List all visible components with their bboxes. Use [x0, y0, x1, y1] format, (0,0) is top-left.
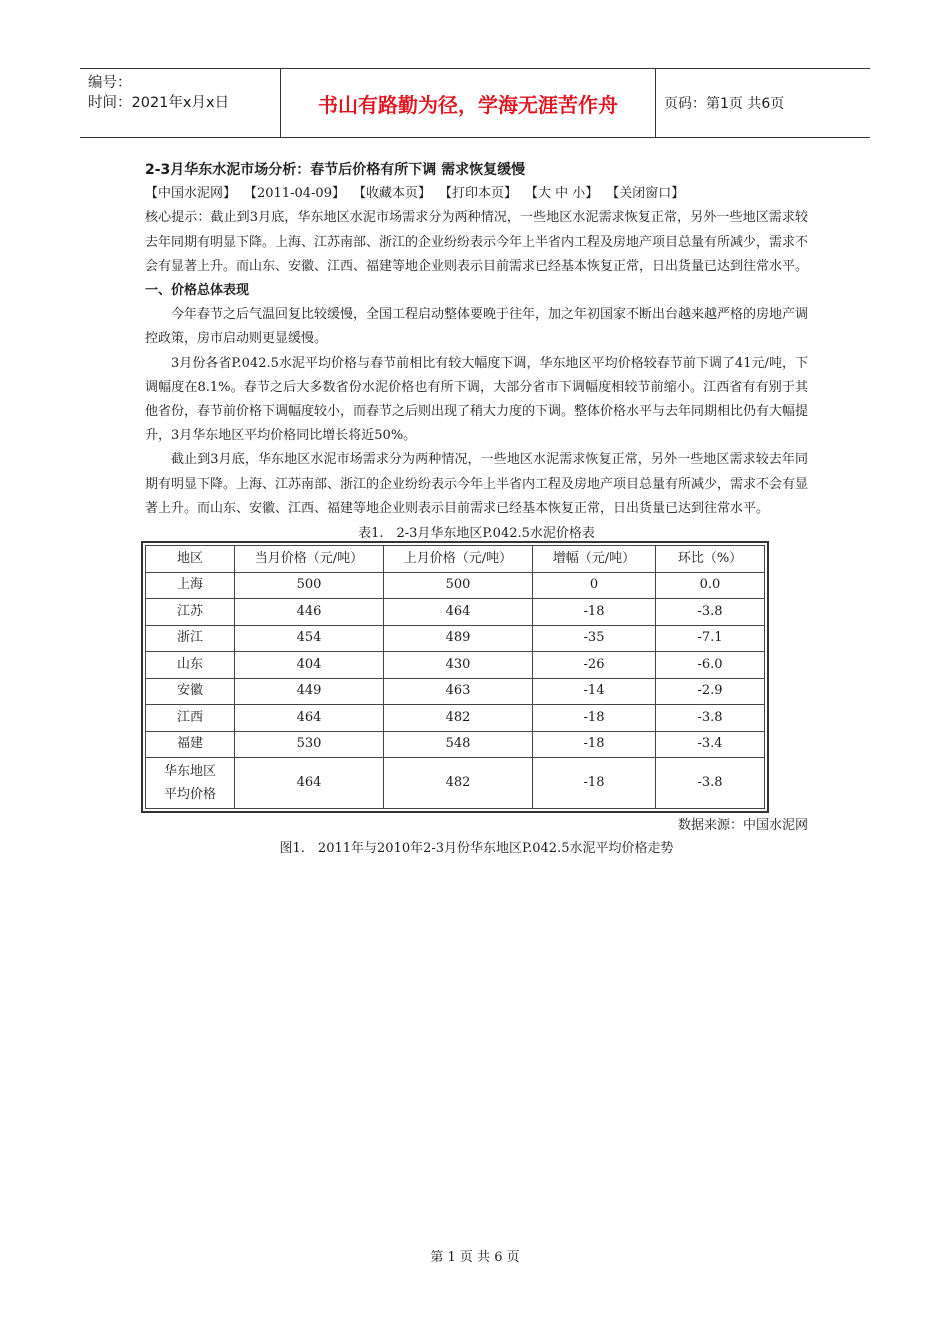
- paragraph-2: 3月份各省P.042.5水泥平均价格与春节前相比有较大幅度下调，华东地区平均价格较春节前下调了41元/吨，下调幅度在8.1%。春节之后大多数省份水泥价格也有所下调，大部分省市下调幅度相较节前缩小。江西省有有别于其他省份，春节前价格下调幅度较小，而春节之后则出现了稍大力度的下调。整体价格水平与去年同期相比仍有大幅提升，3月华东地区平均价格同比增长将近50%。: [145, 355, 809, 444]
- table-row: [146, 705, 765, 732]
- table-cell: -18: [533, 705, 656, 732]
- table-cell: 463: [384, 678, 533, 705]
- header-cell: 增幅（元/吨）: [533, 546, 656, 573]
- table-cell: 548: [384, 731, 533, 758]
- number-label: 编号：: [88, 75, 132, 91]
- table-cell: 500: [235, 572, 384, 599]
- table-row: [146, 599, 765, 626]
- meta-print-link[interactable]: 【打印本页】: [439, 186, 518, 202]
- article-body: [145, 158, 808, 859]
- table-cell: -14: [533, 678, 656, 705]
- table-cell: 464: [384, 599, 533, 626]
- table-row: [146, 731, 765, 758]
- time-label: 时间：2021年x月x日: [88, 95, 230, 111]
- table-cell: 500: [384, 572, 533, 599]
- meta-source-link[interactable]: 【中国水泥网】: [145, 186, 237, 202]
- table-cell: 浙江: [146, 625, 235, 652]
- table-row-average: [146, 758, 765, 809]
- section-heading: 一、价格总体表现: [145, 283, 250, 299]
- meta-date: 【2011-04-09】: [244, 186, 345, 202]
- table-cell: 454: [235, 625, 384, 652]
- table-cell: 山东: [146, 652, 235, 679]
- figure-caption: 图1. 2011年与2010年2-3月份华东地区P.042.5水泥平均价格走势: [279, 841, 674, 857]
- header-motto: 书山有路勤为径，学海无涯苦作舟: [280, 69, 656, 137]
- table-cell: 482: [384, 705, 533, 732]
- table-cell: -18: [533, 731, 656, 758]
- header-left-cell: [80, 69, 280, 137]
- table-cell: 0.0: [656, 572, 765, 599]
- meta-close-link[interactable]: 【关闭窗口】: [606, 186, 685, 202]
- table-cell: 430: [384, 652, 533, 679]
- data-source: 数据来源：中国水泥网: [677, 818, 808, 834]
- article-summary: 核心提示：截止到3月底，华东地区水泥市场需求分为两种情况，一些地区水泥需求恢复正常，另外一些地区需求较去年同期有明显下降。上海、江苏南部、浙江的企业纷纷表示今年上半省内工程及房地产项目总量有所减少，需求不会有显著上升。而山东、安徽、江西、福建等地企业则表示目前需求已经基本恢复正常，日出货量已达到往常水平。: [145, 210, 809, 274]
- page-header: [80, 68, 870, 138]
- table-cell: 464: [235, 758, 384, 809]
- header-cell: 上月价格（元/吨）: [384, 546, 533, 573]
- table-cell: -35: [533, 625, 656, 652]
- table-cell: -26: [533, 652, 656, 679]
- paragraph-3: 截止到3月底，华东地区水泥市场需求分为两种情况，一些地区水泥需求恢复正常，另外一些地区需求较去年同期有明显下降。上海、江苏南部、浙江的企业纷纷表示今年上半省内工程及房地产项目总量有所减少，需求不会有显著上升。而山东、安徽、江西、福建等地企业则表示目前需求已经基本恢复正常，日出货量已达到往常水平。: [145, 452, 809, 516]
- table-cell: -2.9: [656, 678, 765, 705]
- header-cell: 环比（%）: [656, 546, 765, 573]
- paragraph-1: 今年春节之后气温回复比较缓慢，全国工程启动整体要晚于往年，加之年初国家不断出台越来越严格的房地产调控政策，房市启动则更显缓慢。: [145, 307, 809, 347]
- table-cell: 安徽: [146, 678, 235, 705]
- table-caption: 表1. 2-3月华东地区P.042.5水泥价格表: [358, 526, 595, 542]
- price-table: [145, 545, 765, 809]
- header-cell: 地区: [146, 546, 235, 573]
- table-cell: 0: [533, 572, 656, 599]
- table-cell: 464: [235, 705, 384, 732]
- region-line: 华东地区: [163, 764, 216, 780]
- table-cell: -3.8: [656, 758, 765, 809]
- table-cell: -7.1: [656, 625, 765, 652]
- table-cell: -3.4: [656, 731, 765, 758]
- meta-font-size-link[interactable]: 【大 中 小】: [525, 186, 599, 202]
- table-cell: 530: [235, 731, 384, 758]
- page-footer: 第 1 页 共 6 页: [430, 1250, 520, 1265]
- table-header-row: [146, 546, 765, 573]
- table-cell: -6.0: [656, 652, 765, 679]
- table-cell: [146, 758, 235, 809]
- table-cell: -3.8: [656, 705, 765, 732]
- header-cell: 当月价格（元/吨）: [235, 546, 384, 573]
- article-title: 2-3月华东水泥市场分析：春节后价格有所下调 需求恢复缓慢: [145, 162, 526, 178]
- table-cell: -3.8: [656, 599, 765, 626]
- table-row: [146, 652, 765, 679]
- table-row: [146, 572, 765, 599]
- table-cell: -18: [533, 758, 656, 809]
- table-row: [146, 625, 765, 652]
- table-cell: -18: [533, 599, 656, 626]
- meta-bookmark-link[interactable]: 【收藏本页】: [352, 186, 431, 202]
- table-cell: 446: [235, 599, 384, 626]
- article-meta: [145, 182, 808, 206]
- table-cell: 449: [235, 678, 384, 705]
- table-cell: 江西: [146, 705, 235, 732]
- table-cell: 489: [384, 625, 533, 652]
- table-cell: 404: [235, 652, 384, 679]
- header-page-info: 页码：第1页 共6页: [664, 96, 785, 112]
- table-cell: 上海: [146, 572, 235, 599]
- table-row: [146, 678, 765, 705]
- table-cell: 482: [384, 758, 533, 809]
- region-line: 平均价格: [163, 787, 216, 803]
- table-cell: 福建: [146, 731, 235, 758]
- table-cell: 江苏: [146, 599, 235, 626]
